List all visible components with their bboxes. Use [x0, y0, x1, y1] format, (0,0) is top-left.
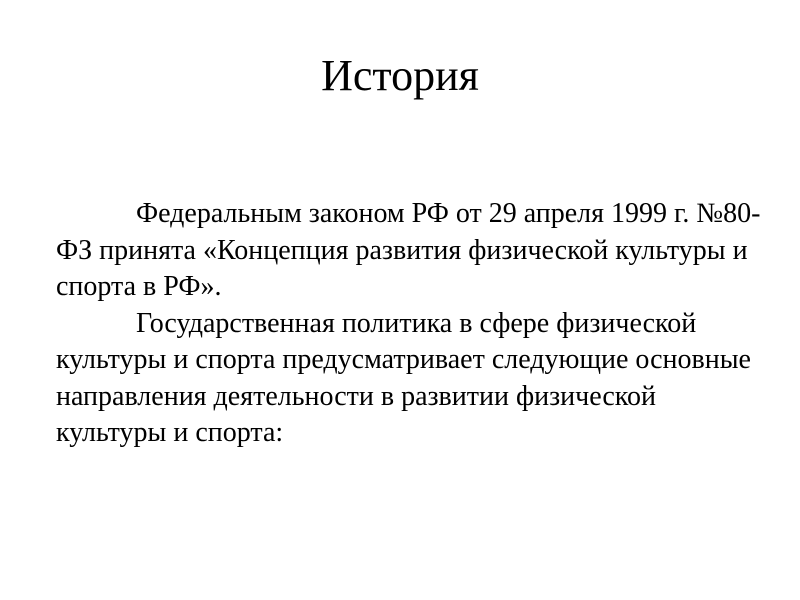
- body-paragraph-law: Федеральным законом РФ от 29 апреля 1999 г. №80-ФЗ принята «Концепция развития физической культуры и спорта в РФ».: [56, 198, 761, 302]
- slide-body: [56, 196, 766, 452]
- slide-title: История: [321, 51, 479, 100]
- body-paragraph-policy: Государственная политика в сфере физической культуры и спорта предусматривает следующие основные направления деятельности в развитии физической культуры и спорта:: [56, 307, 751, 448]
